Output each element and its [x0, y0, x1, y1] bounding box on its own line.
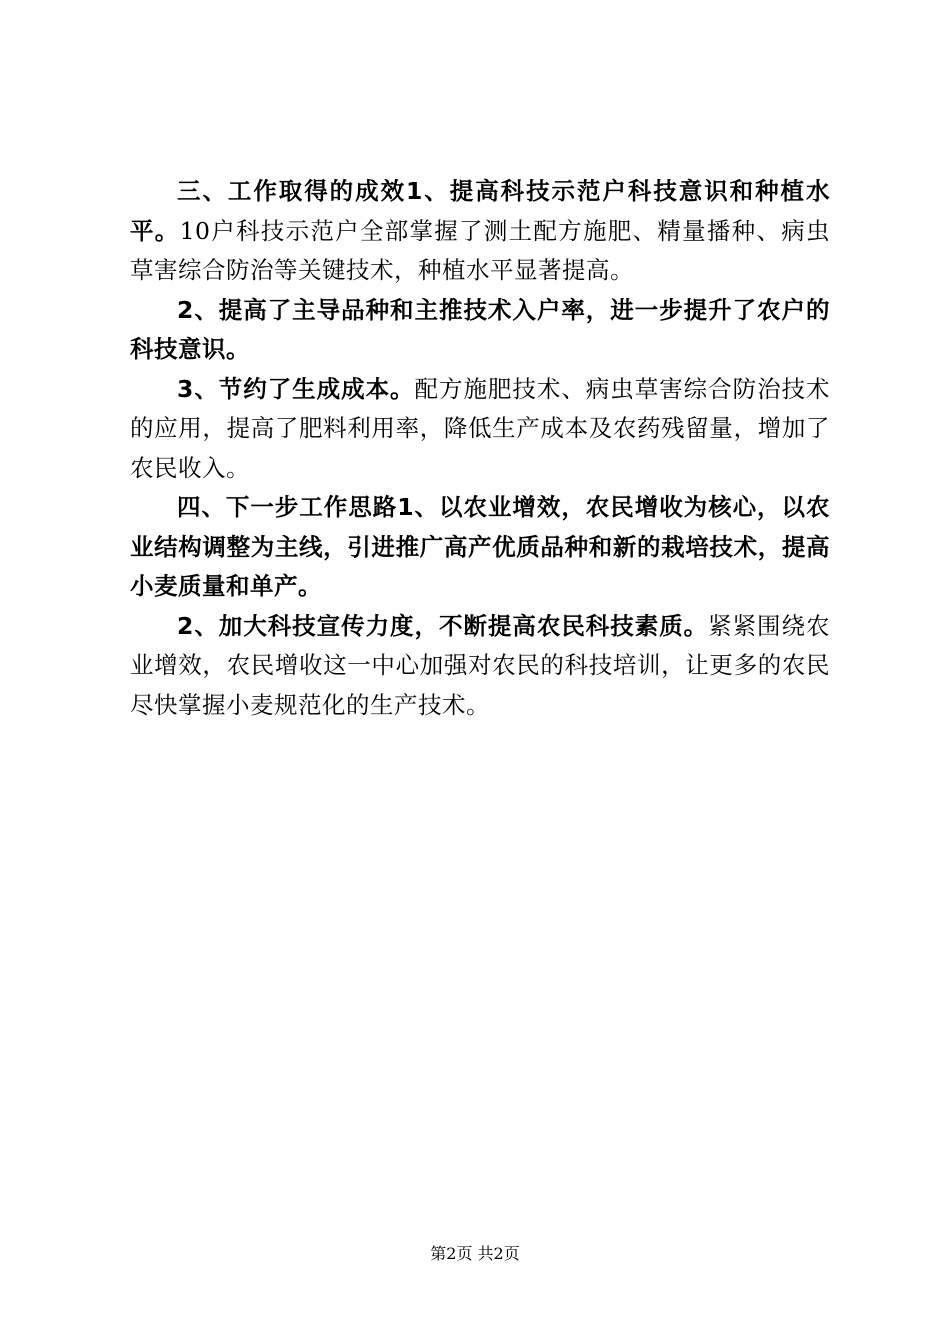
paragraph-heading: 四、下一步工作思路1、以农业增效，农民增收为核心，以农业结构调整为主线，引进推广高产优质品种和新的栽培技术，提高小麦质量和单产。: [130, 493, 830, 600]
document-body: [130, 172, 830, 725]
paragraph-next-steps-1: [130, 488, 830, 607]
paragraph-next-steps-2: [130, 607, 830, 726]
paragraph-results-3: [130, 370, 830, 489]
paragraph-text: 配方施肥技术、病虫草害综合防治技术的应用，提高了肥料利用率，降低生产成本及农药残留量，增加了农民收入。: [130, 374, 831, 482]
paragraph-heading: 2、加大科技宣传力度，不断提高农民科技素质。: [177, 611, 709, 640]
paragraph-heading: 三、工作取得的成效1、提高科技示范户科技意识和种植水平。: [130, 177, 830, 245]
page-number: 第2页 共2页: [430, 1244, 520, 1263]
paragraph-heading: 3、节约了生成成本。: [177, 374, 415, 403]
paragraph-heading: 2、提高了主导品种和主推技术入户率，进一步提升了农户的科技意识。: [130, 295, 830, 363]
paragraph-results-2: [130, 291, 830, 370]
paragraph-text: 10户科技示范户全部掌握了测土配方施肥、精量播种、病虫草害综合防治等关键技术，种植水平显著提高。: [130, 216, 830, 284]
paragraph-text: 紧紧围绕农业增效，农民增收这一中心加强对农民的科技培训，让更多的农民尽快掌握小麦规范化的生产技术。: [130, 611, 830, 719]
paragraph-results-1: [130, 172, 830, 291]
